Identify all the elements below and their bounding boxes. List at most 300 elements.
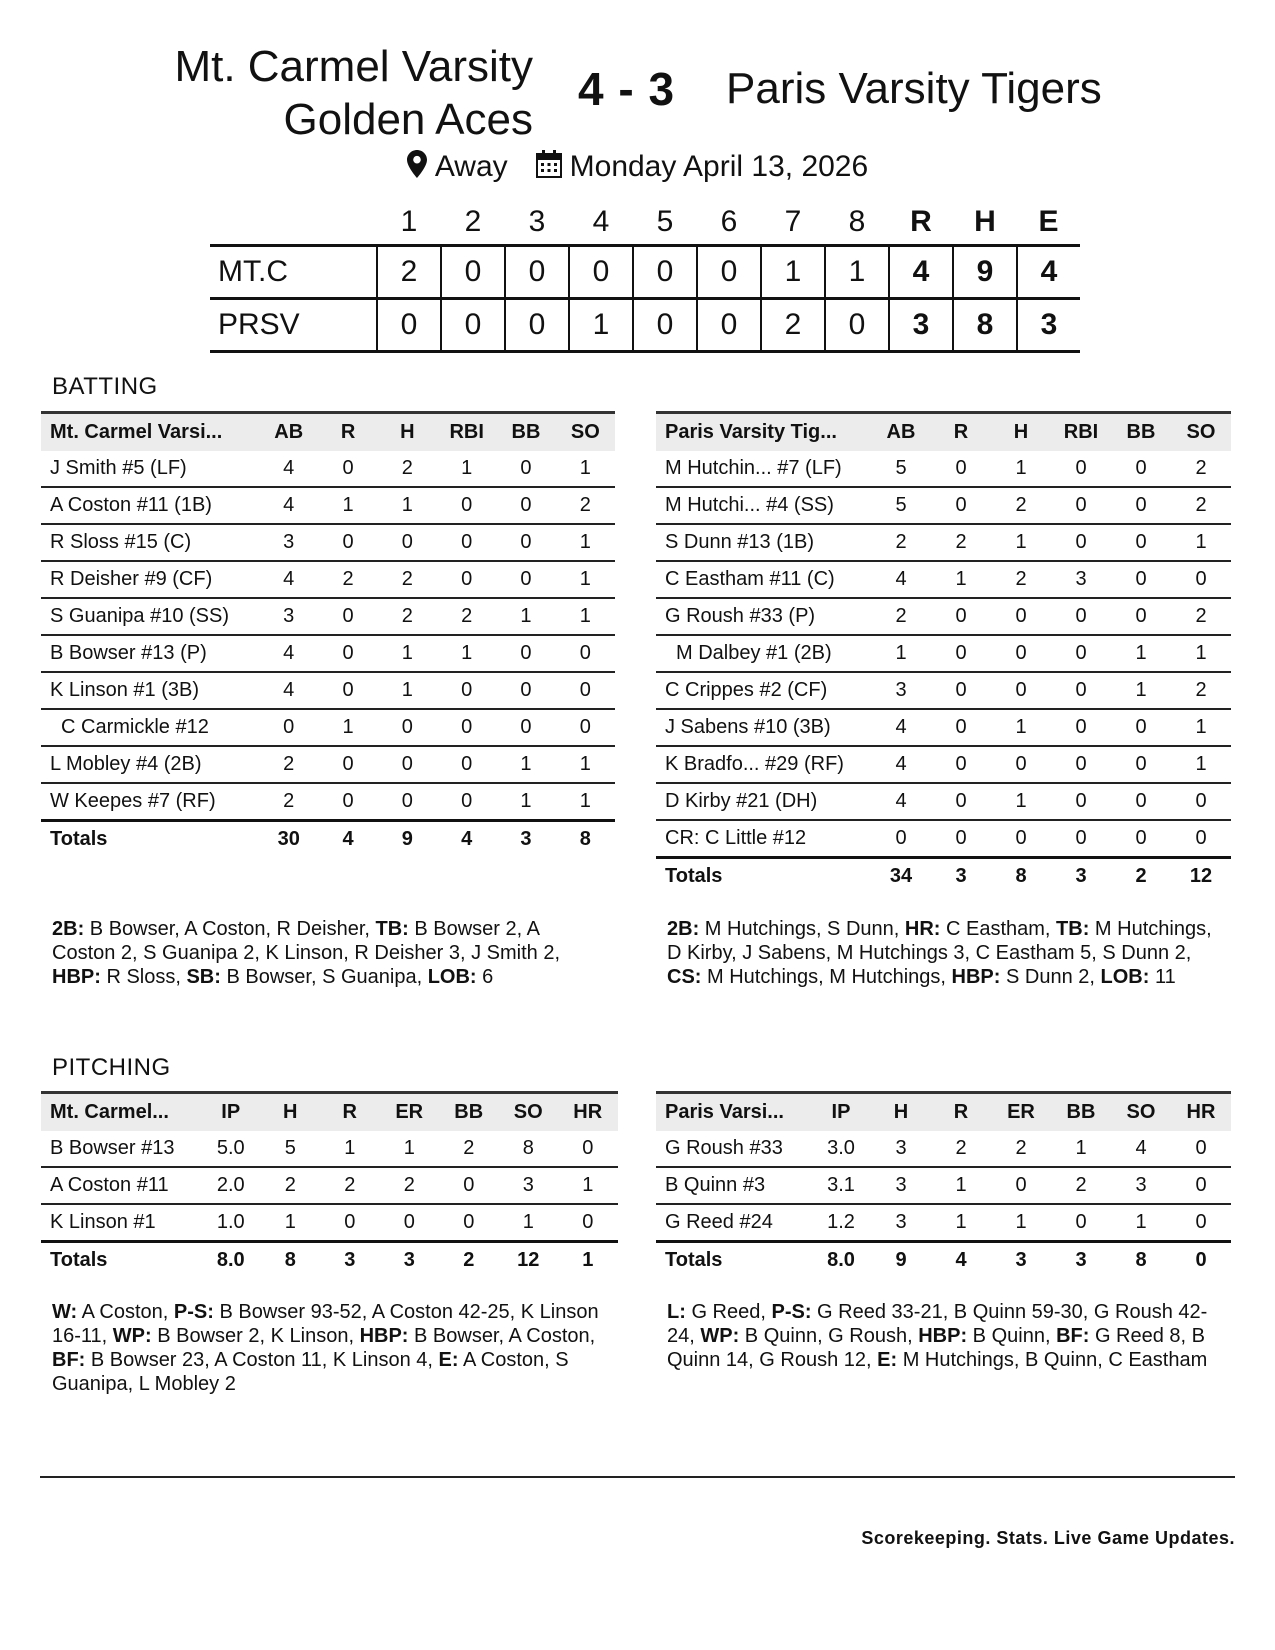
- totals-row: [656, 858, 1231, 895]
- stat-cell: 0: [1171, 783, 1231, 820]
- batting-notes-away: 2B: M Hutchings, S Dunn, HR: C Eastham, TB: M Hutchings, D Kirby, J Sabens, M Hutchings 3, C Eastham 5, S Dunn 2, CS: M Hutchings, M Hutchings, HBP: S Dunn 2, LOB: 11: [667, 918, 1212, 988]
- stat-cell: 2: [991, 487, 1051, 524]
- stat-column-header: HR: [1186, 1101, 1216, 1123]
- table-row: [656, 783, 1231, 820]
- stat-cell: 4: [259, 672, 318, 709]
- inning-header: 3: [528, 205, 546, 238]
- stat-cell: 0: [401, 790, 413, 812]
- stat-cell: 0: [437, 487, 496, 524]
- batting-table-away: [656, 411, 1231, 894]
- inning-header: 8: [848, 205, 866, 238]
- stat-column-header: H: [283, 1101, 298, 1123]
- stat-column-header: R: [340, 421, 356, 443]
- stat-cell: 1: [318, 487, 377, 524]
- player-name: G Reed #24: [665, 1211, 773, 1233]
- totals-cell: 3: [1075, 865, 1087, 887]
- table-row: [41, 561, 615, 598]
- player-name: M Hutchin... #7 (LF): [656, 451, 871, 487]
- stat-cell: 0: [931, 598, 991, 635]
- stat-cell: 2: [439, 1131, 499, 1167]
- pitching-header-away: [656, 1093, 1231, 1132]
- stat-cell: 2: [931, 1131, 991, 1167]
- stat-cell: 2: [378, 451, 437, 487]
- stat-cell: 0: [496, 672, 555, 709]
- stat-cell: 0: [1111, 598, 1171, 635]
- pitching-table-home: [41, 1091, 618, 1278]
- inning-score: 1: [825, 246, 889, 299]
- stat-cell: 1: [522, 1211, 534, 1233]
- stat-cell: 1: [1111, 635, 1171, 672]
- table-row: [41, 487, 615, 524]
- totals-cell: 4: [461, 828, 473, 850]
- home-team-line2: Golden Aces: [283, 95, 533, 144]
- stat-column-header: ER: [395, 1101, 424, 1123]
- stat-column-header: AB: [886, 421, 916, 443]
- stat-cell: 1: [931, 1167, 991, 1204]
- stat-cell: 1: [320, 1131, 380, 1167]
- inning-header: 2: [464, 205, 482, 238]
- stat-column-header: BB: [1126, 421, 1156, 443]
- team-column-header: Mt. Carmel...: [50, 1101, 169, 1123]
- stat-cell: 1.0: [216, 1211, 245, 1233]
- stat-cell: 0: [1075, 827, 1087, 849]
- inning-header: 6: [720, 205, 738, 238]
- inning-score: 0: [697, 299, 761, 352]
- stat-cell: 1: [380, 1131, 440, 1167]
- stat-cell: 0: [582, 1211, 594, 1233]
- stat-cell: 0: [1051, 746, 1111, 783]
- team-column-header: Paris Varsi...: [665, 1101, 784, 1123]
- stat-cell: 0: [1111, 561, 1171, 598]
- footer-divider: [40, 1476, 1235, 1478]
- stat-cell: 2: [1171, 487, 1231, 524]
- inning-score: 2: [377, 246, 441, 299]
- stat-cell: 2.0: [201, 1167, 261, 1204]
- table-row: [41, 746, 615, 783]
- player-name: S Dunn #13 (1B): [656, 524, 871, 561]
- stat-column-header: BB: [511, 421, 541, 443]
- batting-section-title: BATTING: [52, 373, 158, 400]
- stat-cell: 0: [318, 635, 377, 672]
- stat-cell: 1.2: [827, 1211, 855, 1233]
- player-name: B Quinn #3: [656, 1167, 811, 1204]
- batting-header-away: [656, 413, 1231, 452]
- team-abbrev: MT.C: [218, 255, 288, 288]
- totals-cell: 0: [1195, 1249, 1207, 1271]
- stat-cell: 0: [931, 783, 991, 820]
- inning-score: 0: [505, 299, 569, 352]
- stat-cell: 0: [1171, 1167, 1231, 1204]
- table-row: [656, 709, 1231, 746]
- stat-cell: 4: [259, 451, 318, 487]
- player-name: M Dalbey #1 (2B): [656, 635, 871, 672]
- totals-cell: 12: [517, 1249, 540, 1271]
- pitching-notes-away: L: G Reed, P-S: G Reed 33-21, B Quinn 59-30, G Roush 42-24, WP: B Quinn, G Roush, HBP: B Quinn, BF: G Reed 8, B Quinn 14, G Roush 12, E: M Hutchings, B Quinn, C Eastham: [667, 1301, 1208, 1371]
- stat-cell: 0: [931, 746, 991, 783]
- player-name: A Coston #11: [41, 1167, 201, 1204]
- stat-cell: 0: [931, 451, 991, 487]
- table-row: [656, 672, 1231, 709]
- stat-cell: 0: [1051, 598, 1111, 635]
- stat-cell: 4: [871, 783, 931, 820]
- totals-label: Totals: [665, 1249, 723, 1271]
- stat-cell: 0: [437, 561, 496, 598]
- stat-cell: 0: [1075, 1211, 1087, 1233]
- stat-cell: 0: [931, 672, 991, 709]
- stat-cell: 5.0: [201, 1131, 261, 1167]
- inning-score: 0: [441, 246, 505, 299]
- stat-cell: 1: [579, 790, 591, 812]
- stat-cell: 0: [437, 524, 496, 561]
- table-row: [656, 746, 1231, 783]
- batting-table-home: [41, 411, 615, 857]
- stat-cell: 0: [259, 709, 318, 746]
- stat-cell: 2: [991, 1131, 1051, 1167]
- totals-cell: 8: [579, 828, 591, 850]
- stat-cell: 0: [1015, 827, 1027, 849]
- table-row: [41, 635, 615, 672]
- stat-column-header: IP: [221, 1101, 241, 1123]
- table-row: [656, 487, 1231, 524]
- stat-cell: 0: [437, 672, 496, 709]
- inning-score: 0: [505, 246, 569, 299]
- table-row: [41, 524, 615, 561]
- stat-cell: 4: [871, 561, 931, 598]
- inning-score: 0: [825, 299, 889, 352]
- total-hits: 9: [953, 246, 1017, 299]
- table-row: [656, 1167, 1231, 1204]
- calendar-icon: [536, 150, 562, 186]
- stat-cell: 1: [991, 451, 1051, 487]
- stat-cell: 1: [437, 451, 496, 487]
- pitching-table-away: [656, 1091, 1231, 1278]
- stat-cell: 0: [437, 709, 496, 746]
- stat-column-header: SO: [1186, 421, 1216, 443]
- stat-cell: 0: [318, 524, 377, 561]
- totals-cell: 3: [1075, 1249, 1087, 1271]
- stat-cell: 0: [991, 672, 1051, 709]
- stat-cell: 0: [496, 524, 555, 561]
- totals-cell: 30: [277, 828, 300, 850]
- stat-cell: 0: [318, 746, 377, 783]
- table-row: [656, 1204, 1231, 1242]
- stat-cell: 1: [318, 709, 377, 746]
- stat-cell: 3.0: [811, 1131, 871, 1167]
- stat-cell: 1: [1135, 1211, 1147, 1233]
- stat-cell: 2: [259, 746, 318, 783]
- stat-cell: 3: [259, 598, 318, 635]
- stat-cell: 3: [259, 524, 318, 561]
- line-score-corner: [210, 200, 377, 246]
- stat-cell: 4: [871, 709, 931, 746]
- stat-cell: 2: [1171, 672, 1231, 709]
- inning-score: 0: [697, 246, 761, 299]
- stat-cell: 1: [496, 598, 555, 635]
- table-row: [656, 524, 1231, 561]
- stat-cell: 1: [955, 1211, 967, 1233]
- table-row: [41, 598, 615, 635]
- stat-cell: 8: [499, 1131, 559, 1167]
- stat-cell: 2: [1051, 1167, 1111, 1204]
- stat-column-header: R: [953, 1101, 969, 1123]
- stat-cell: 0: [991, 1167, 1051, 1204]
- table-row: [41, 1167, 618, 1204]
- stat-column-header: BB: [1066, 1101, 1096, 1123]
- stat-cell: 1: [1015, 1211, 1027, 1233]
- total-runs: 3: [889, 299, 953, 352]
- totals-cell: 3: [344, 1249, 356, 1271]
- stat-cell: 0: [463, 1211, 475, 1233]
- stat-cell: 1: [991, 783, 1051, 820]
- stat-cell: 0: [1195, 1211, 1207, 1233]
- stat-cell: 1: [1171, 635, 1231, 672]
- table-row: [656, 1131, 1231, 1167]
- totals-cell: 4: [342, 828, 354, 850]
- table-row: [41, 783, 615, 821]
- totals-label: Totals: [50, 828, 108, 850]
- stat-cell: 0: [991, 746, 1051, 783]
- inning-header: 4: [592, 205, 610, 238]
- stat-cell: 1: [871, 635, 931, 672]
- totals-row: [656, 1242, 1231, 1279]
- player-name: G Roush #33: [656, 1131, 811, 1167]
- runs-header: R: [910, 205, 932, 238]
- stat-column-header: RBI: [449, 421, 484, 443]
- stat-cell: 2: [283, 790, 295, 812]
- stat-cell: 5: [261, 1131, 321, 1167]
- stat-cell: 1: [556, 598, 615, 635]
- stat-column-header: RBI: [1063, 421, 1099, 443]
- stat-column-header: ER: [1007, 1101, 1035, 1123]
- total-errors: 4: [1017, 246, 1080, 299]
- stat-cell: 1: [1171, 524, 1231, 561]
- stat-cell: 0: [991, 635, 1051, 672]
- inning-score: 1: [569, 299, 633, 352]
- player-name: R Deisher #9 (CF): [41, 561, 259, 598]
- table-row: [656, 561, 1231, 598]
- stat-cell: 0: [318, 451, 377, 487]
- table-row: [41, 672, 615, 709]
- stat-cell: 0: [344, 1211, 356, 1233]
- stat-cell: 0: [437, 746, 496, 783]
- stat-cell: 1: [991, 709, 1051, 746]
- totals-cell: 9: [401, 828, 413, 850]
- totals-row: [41, 821, 615, 858]
- totals-cell: 2: [1135, 865, 1147, 887]
- total-errors: 3: [1017, 299, 1080, 352]
- inning-score: 0: [569, 246, 633, 299]
- totals-cell: 1: [582, 1249, 594, 1271]
- stat-cell: 0: [378, 746, 437, 783]
- inning-score: 2: [761, 299, 825, 352]
- player-name: K Linson #1 (3B): [41, 672, 259, 709]
- line-score-header: [210, 200, 1080, 246]
- team-abbrev: PRSV: [218, 308, 300, 341]
- stat-column-header: SO: [513, 1101, 543, 1123]
- stat-cell: 0: [403, 1211, 415, 1233]
- player-name: B Bowser #13: [41, 1131, 201, 1167]
- player-name: S Guanipa #10 (SS): [41, 598, 259, 635]
- stat-cell: 3: [871, 1131, 931, 1167]
- stat-cell: 3: [895, 1211, 907, 1233]
- totals-cell: 9: [895, 1249, 907, 1271]
- stat-cell: 0: [1171, 561, 1231, 598]
- player-name: J Sabens #10 (3B): [656, 709, 871, 746]
- stat-cell: 0: [461, 790, 473, 812]
- stat-cell: 1: [931, 561, 991, 598]
- stat-column-header: R: [342, 1101, 357, 1123]
- player-name: C Crippes #2 (CF): [656, 672, 871, 709]
- stat-cell: 0: [1111, 487, 1171, 524]
- stat-cell: 1: [378, 672, 437, 709]
- totals-cell: 3: [520, 828, 532, 850]
- stat-cell: 0: [496, 561, 555, 598]
- stat-cell: 4: [1111, 1131, 1171, 1167]
- player-name: J Smith #5 (LF): [41, 451, 259, 487]
- totals-cell: 8: [284, 1249, 296, 1271]
- totals-label: Totals: [50, 1249, 108, 1271]
- game-date: Monday April 13, 2026: [569, 150, 869, 183]
- stat-column-header: H: [1013, 421, 1029, 443]
- stat-column-header: H: [400, 421, 415, 443]
- player-name: R Sloss #15 (C): [41, 524, 259, 561]
- batting-notes-home: 2B: B Bowser, A Coston, R Deisher, TB: B Bowser 2, A Coston 2, S Guanipa 2, K Linson, R Deisher 3, J Smith 2, HBP: R Sloss, SB: B Bowser, S Guanipa, LOB: 6: [52, 918, 561, 988]
- stat-cell: 1: [496, 746, 555, 783]
- stat-cell: 0: [1051, 524, 1111, 561]
- totals-cell: 3: [1015, 1249, 1027, 1271]
- stat-cell: 3: [1111, 1167, 1171, 1204]
- stat-cell: 0: [1111, 451, 1171, 487]
- stat-column-header: SO: [1126, 1101, 1156, 1123]
- stat-cell: 3: [871, 672, 931, 709]
- stat-cell: 4: [871, 746, 931, 783]
- game-meta: [0, 150, 1275, 186]
- home-team-line1: Mt. Carmel Varsity: [174, 42, 533, 91]
- player-name: M Hutchi... #4 (SS): [656, 487, 871, 524]
- player-name: K Bradfo... #29 (RF): [656, 746, 871, 783]
- player-name: A Coston #11 (1B): [41, 487, 259, 524]
- stat-cell: 0: [931, 709, 991, 746]
- stat-cell: 0: [1051, 451, 1111, 487]
- stat-cell: 0: [1111, 783, 1171, 820]
- total-hits: 8: [953, 299, 1017, 352]
- totals-cell: 8.0: [827, 1249, 855, 1271]
- stat-cell: 1: [284, 1211, 296, 1233]
- stat-cell: 0: [556, 709, 615, 746]
- player-name: B Bowser #13 (P): [41, 635, 259, 672]
- stat-column-header: AB: [274, 421, 304, 443]
- totals-label: Totals: [665, 865, 723, 887]
- stat-cell: 1: [556, 524, 615, 561]
- stat-cell: 3: [1051, 561, 1111, 598]
- errors-header: E: [1038, 205, 1059, 238]
- final-score: 4 - 3: [578, 63, 676, 115]
- stat-cell: 0: [378, 524, 437, 561]
- stat-cell: 0: [558, 1131, 618, 1167]
- inning-score: 0: [633, 299, 697, 352]
- line-score-row-home: [210, 246, 1080, 299]
- stat-cell: 2: [320, 1167, 380, 1204]
- stat-cell: 0: [318, 672, 377, 709]
- batting-header-home: [41, 413, 615, 452]
- pitching-section-title: PITCHING: [52, 1054, 171, 1081]
- player-name: K Linson #1: [50, 1211, 156, 1233]
- stat-cell: 0: [439, 1167, 499, 1204]
- stat-cell: 2: [378, 598, 437, 635]
- totals-cell: 8: [1135, 1249, 1147, 1271]
- player-name: W Keepes #7 (RF): [50, 790, 216, 812]
- line-score-row-away: [210, 299, 1080, 352]
- stat-column-header: BB: [454, 1101, 484, 1123]
- table-row: [41, 451, 615, 487]
- stat-column-header: H: [893, 1101, 909, 1123]
- stat-cell: 0: [1195, 827, 1207, 849]
- totals-cell: 3: [403, 1249, 415, 1271]
- stat-cell: 0: [991, 598, 1051, 635]
- stat-column-header: R: [953, 421, 969, 443]
- stat-cell: 4: [259, 635, 318, 672]
- away-team-name: Paris Varsity Tigers: [726, 64, 1102, 113]
- totals-cell: 8.0: [216, 1249, 245, 1271]
- stat-cell: 0: [496, 451, 555, 487]
- stat-cell: 2: [991, 561, 1051, 598]
- player-name: C Carmickle #12: [41, 709, 259, 746]
- totals-cell: 4: [955, 1249, 967, 1271]
- table-row: [656, 820, 1231, 858]
- totals-cell: 12: [1189, 865, 1213, 887]
- stat-cell: 0: [556, 672, 615, 709]
- inning-score: 0: [441, 299, 505, 352]
- stat-cell: 0: [1051, 672, 1111, 709]
- stat-cell: 1: [556, 746, 615, 783]
- stat-cell: 4: [259, 487, 318, 524]
- stat-cell: 0: [496, 709, 555, 746]
- stat-cell: 2: [871, 598, 931, 635]
- stat-cell: 1: [520, 790, 532, 812]
- totals-cell: 8: [1015, 865, 1027, 887]
- stat-cell: 2: [380, 1167, 440, 1204]
- player-name: G Roush #33 (P): [656, 598, 871, 635]
- stat-cell: 2: [931, 524, 991, 561]
- stat-cell: 0: [1051, 783, 1111, 820]
- stat-cell: 0: [1051, 635, 1111, 672]
- stat-cell: 0: [342, 790, 354, 812]
- totals-row: [41, 1242, 618, 1279]
- footer-tagline: Scorekeeping. Stats. Live Game Updates.: [861, 1528, 1235, 1548]
- stat-cell: 0: [1051, 709, 1111, 746]
- stat-cell: 0: [1051, 487, 1111, 524]
- stat-cell: 0: [378, 709, 437, 746]
- stat-cell: 2: [437, 598, 496, 635]
- stat-cell: 1: [991, 524, 1051, 561]
- stat-cell: 0: [955, 827, 967, 849]
- stat-cell: 0: [1111, 746, 1171, 783]
- stat-cell: 2: [1171, 598, 1231, 635]
- stat-cell: 0: [1135, 827, 1147, 849]
- player-name: CR: C Little #12: [665, 827, 807, 849]
- stat-cell: 0: [895, 827, 907, 849]
- stat-cell: 2: [1171, 451, 1231, 487]
- stat-cell: 0: [496, 487, 555, 524]
- inning-header: 5: [656, 205, 674, 238]
- stat-cell: 1: [378, 635, 437, 672]
- stat-cell: 3: [871, 1167, 931, 1204]
- stat-cell: 0: [931, 635, 991, 672]
- stat-cell: 0: [931, 487, 991, 524]
- stat-cell: 1: [378, 487, 437, 524]
- stat-cell: 1: [1111, 672, 1171, 709]
- line-score-table: [210, 200, 1080, 353]
